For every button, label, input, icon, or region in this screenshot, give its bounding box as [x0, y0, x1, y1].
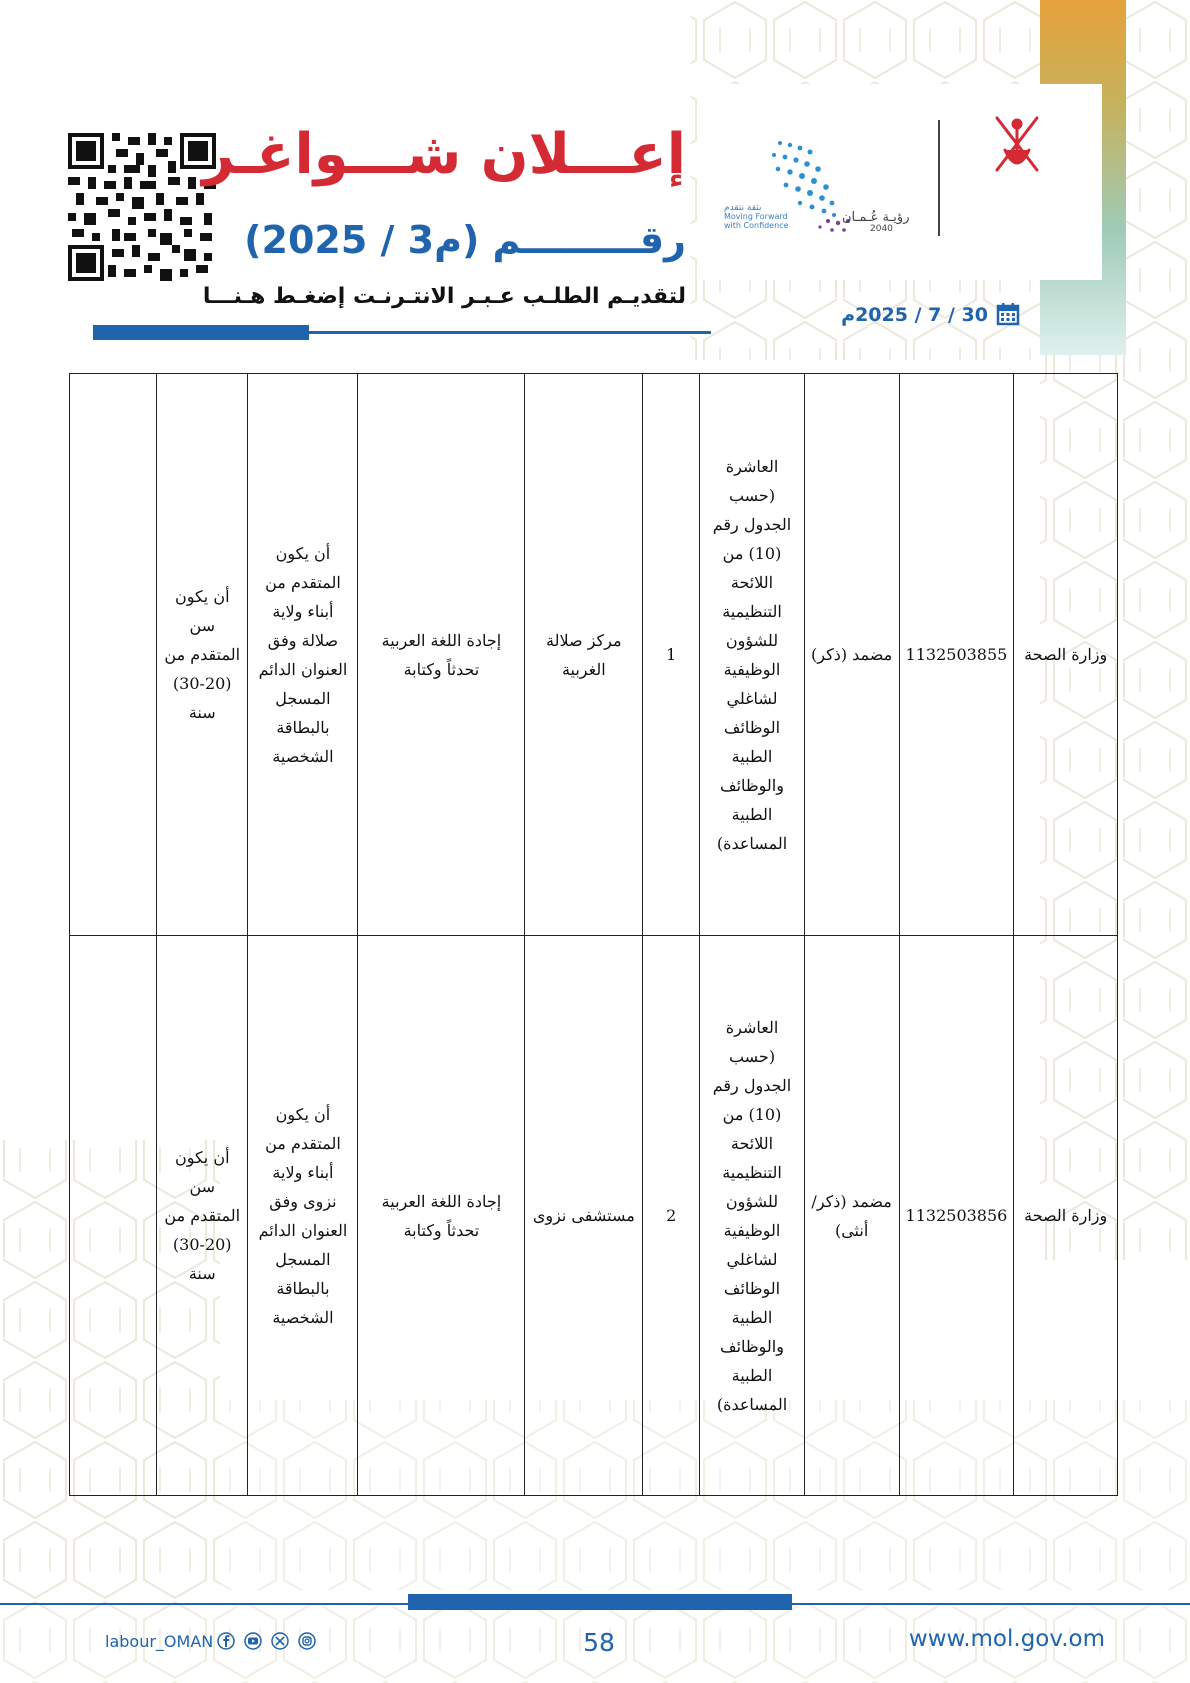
notes-cell	[70, 374, 157, 936]
page-number: 58	[583, 1628, 615, 1657]
logo-divider	[938, 120, 940, 236]
youtube-icon[interactable]	[244, 1632, 262, 1650]
residence-cell: أن يكون المتقدم من أبناء ولاية نزوى وفق العنوان الدائم المسجل بالبطاقة الشخصية	[248, 936, 358, 1496]
job-title-cell: مضمد (ذكر)	[804, 374, 899, 936]
calendar-icon	[996, 302, 1020, 326]
website-link[interactable]: www.mol.gov.om	[908, 1626, 1105, 1652]
social-handle: labour_OMAN	[105, 1632, 214, 1651]
vision-tagline-en: Moving Forward with Confidence	[724, 212, 789, 230]
page-title: إعـــلان شـــواغـر	[202, 122, 686, 187]
x-icon[interactable]	[271, 1632, 289, 1650]
job-code-cell: 1132503856	[899, 936, 1014, 1496]
vision-year: 2040	[870, 224, 893, 234]
instagram-icon[interactable]	[298, 1632, 316, 1650]
apply-online-link[interactable]: لتقديـم الطلـب عـبـر الانتـرنـت إضغـط هـنـــا	[202, 284, 686, 309]
workplace-cell: مركز صلالة الغربية	[525, 374, 643, 936]
title-rule-thin	[309, 331, 711, 334]
count-cell: 1	[643, 374, 700, 936]
announcement-date	[841, 302, 1020, 330]
job-title-cell: مضمد (ذكر/ أنثى)	[804, 936, 899, 1496]
age-cell: أن يكون سن المتقدم من (20-30) سنة	[157, 936, 248, 1496]
announcement-number: رقـــــــــم (م3 / 2025)	[244, 218, 686, 262]
language-cell: إجادة اللغة العربية تحدثاً وكتابة	[358, 374, 525, 936]
title-rule-thick	[93, 325, 309, 340]
grade-cell: العاشرة (حسب الجدول رقم (10) من اللائحة التنظيمية للشؤون الوظيفية لشاغلي الوظائف الطبية والوظائف الطبية المساعدة)	[700, 374, 804, 936]
vision-text: رؤيـة عُـمـان	[842, 210, 910, 225]
workplace-cell: مستشفى نزوى	[525, 936, 643, 1496]
footer-rule-thick	[408, 1594, 792, 1610]
residence-cell: أن يكون المتقدم من أبناء ولاية صلالة وفق العنوان الدائم المسجل بالبطاقة الشخصية	[248, 374, 358, 936]
employer-cell: وزارة الصحة	[1014, 374, 1118, 936]
vacancies-table	[69, 373, 1118, 1496]
job-code-cell: 1132503855	[899, 374, 1014, 936]
grade-cell: العاشرة (حسب الجدول رقم (10) من اللائحة التنظيمية للشؤون الوظيفية لشاغلي الوظائف الطبية والوظائف الطبية المساعدة)	[700, 936, 804, 1496]
apply-qr-code[interactable]	[68, 133, 216, 281]
employer-cell: وزارة الصحة	[1014, 936, 1118, 1496]
table-row	[70, 374, 1118, 936]
language-cell: إجادة اللغة العربية تحدثاً وكتابة	[358, 936, 525, 1496]
oman-emblem-icon	[955, 112, 1080, 242]
notes-cell	[70, 936, 157, 1496]
table-row	[70, 936, 1118, 1496]
count-cell: 2	[643, 936, 700, 1496]
vision-tagline-ar: بثقة نتقدم	[724, 203, 762, 213]
social-links	[105, 1630, 345, 1654]
facebook-icon[interactable]	[217, 1632, 235, 1650]
date-text: 30 / 7 / 2025م	[841, 304, 988, 326]
age-cell: أن يكون سن المتقدم من (20-30) سنة	[157, 374, 248, 936]
